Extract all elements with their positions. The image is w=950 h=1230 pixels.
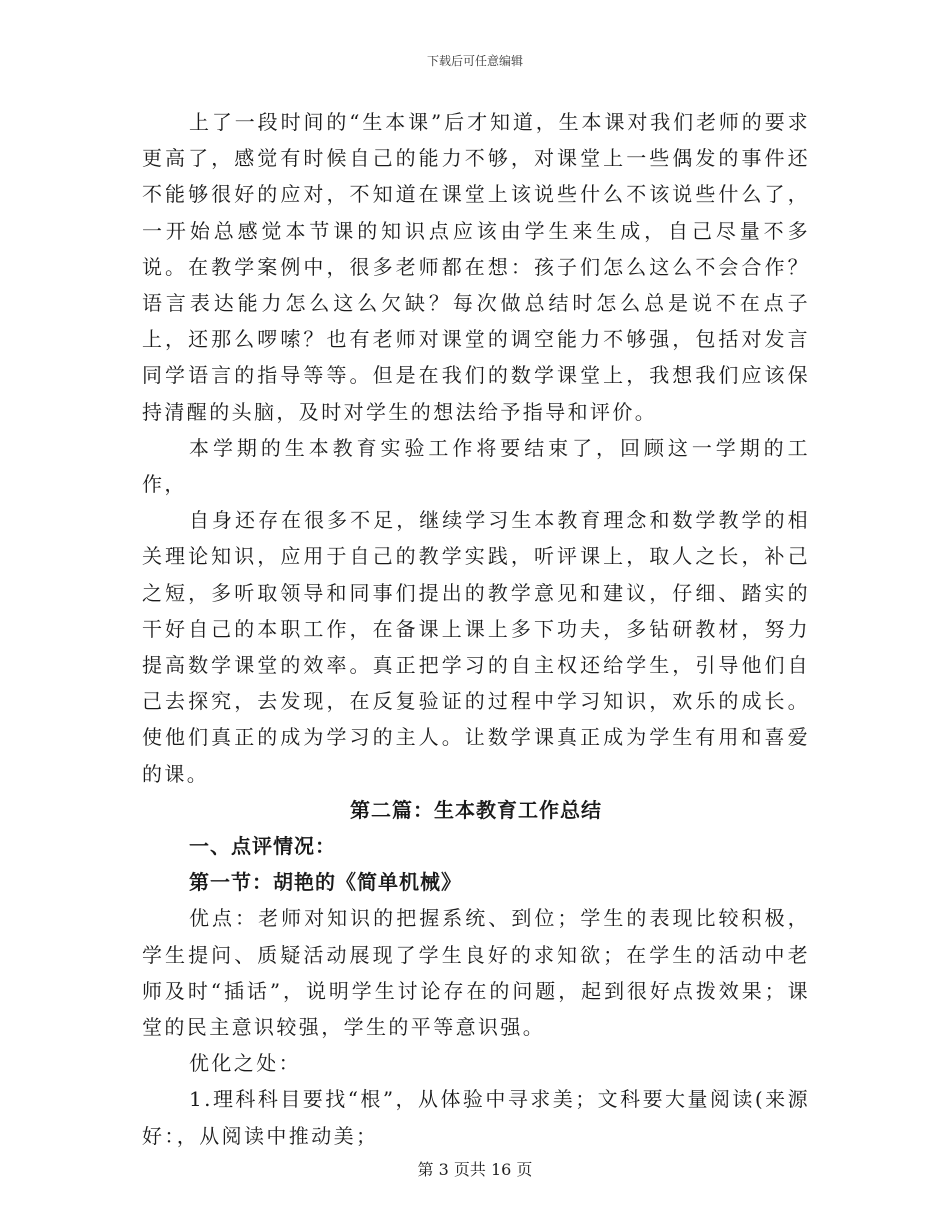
paragraph-advantages: 优点：老师对知识的把握系统、到位；学生的表现比较积极，学生提问、质疑活动展现了学生良好的求知欲；在学生的活动中老师及时“插话”，说明学生讨论存在的问题，起到很好点拨效果；课堂的民主意识较强，学生的平等意识强。: [142, 906, 810, 1040]
subsection-heading: 第一节：胡艳的《简单机械》: [189, 870, 462, 895]
document-body: [142, 104, 810, 1154]
paragraph-list-item-1: 1.理科科目要找“根”，从体验中寻求美；文科要大量阅读(来源好：，从阅读中推动美；: [142, 1087, 810, 1148]
page-header: 下载后可任意编辑: [426, 54, 523, 68]
page-footer: 第 3 页共 16 页: [417, 1160, 533, 1179]
paragraph-improvements-label: 优化之处：: [189, 1051, 301, 1076]
paragraph-1: 上了一段时间的“生本课”后才知道，生本课对我们老师的要求更高了，感觉有时候自己的能力不够，对课堂上一些偶发的事件还不能够很好的应对，不知道在课堂上该说些什么不该说些什么了，一开始总感觉本节课的知识点应该由学生来生成，自己尽量不多说。在教学案例中，很多老师都在想：孩子们怎么这么不会合作？语言表达能力怎么这么欠缺？每次做总结时怎么总是说不在点子上，还那么啰嗦？也有老师对课堂的调空能力不够强，包括对发言同学语言的指导等等。但是在我们的数学课堂上，我想我们应该保持清醒的头脑，及时对学生的想法给予指导和评价。: [142, 110, 810, 424]
section-heading: 一、点评情况：: [189, 834, 336, 859]
paragraph-3: 自身还存在很多不足，继续学习生本教育理念和数学教学的相关理论知识，应用于自己的教学实践，听评课上，取人之长，补己之短，多听取领导和同事们提出的教学意见和建议，仔细、踏实的干好自己的本职工作，在备课上课上多下功夫，多钻研教材，努力提高数学课堂的效率。真正把学习的自主权还给学生，引导他们自己去探究，去发现，在反复验证的过程中学习知识，欢乐的成长。使他们真正的成为学习的主人。让数学课真正成为学生有用和喜爱的课。: [142, 508, 810, 786]
section-title: 第二篇：生本教育工作总结: [350, 797, 602, 822]
paragraph-2: 本学期的生本教育实验工作将要结束了，回顾这一学期的工作，: [142, 435, 810, 497]
